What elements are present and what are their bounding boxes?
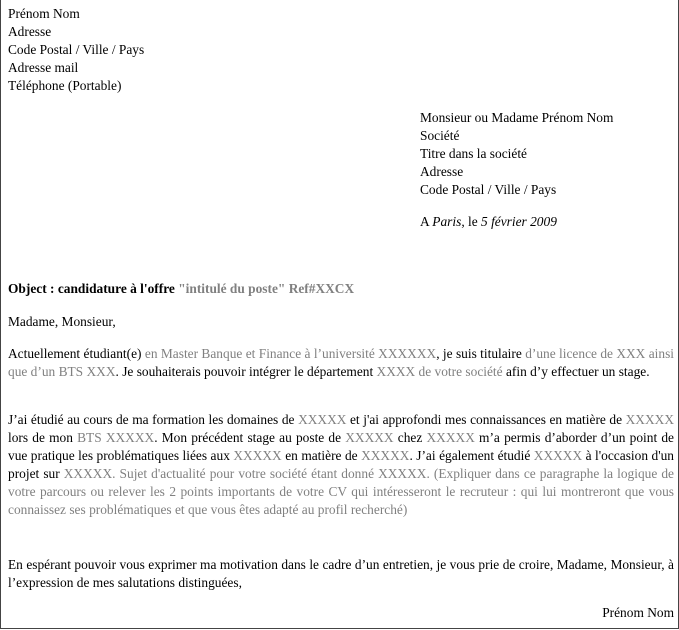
p2-placeholder: XXXXX [533, 448, 583, 463]
p2-placeholder: XXXXX [298, 412, 347, 427]
recipient-title: Titre dans la société [420, 146, 527, 161]
p1-placeholder: XXXX de votre société [376, 364, 503, 379]
sender-block [8, 5, 144, 95]
p2-text: chez [393, 430, 427, 445]
paragraph-background [8, 411, 674, 519]
recipient-company: Société [420, 128, 460, 143]
p2-text: et j'ai approfondi mes connaissances en matière de [346, 412, 626, 427]
p2-placeholder: XXXXX [426, 430, 475, 445]
p2-placeholder: XXXXX [233, 448, 282, 463]
p2-text: . J’ai également étudié [409, 448, 534, 463]
object-job: "intitulé du poste" Ref#XXCX [178, 281, 355, 296]
p1-text: , je suis titulaire [436, 346, 526, 361]
p2-placeholder: BTS XXXXX [77, 430, 155, 445]
p2-text: lors de mon [8, 430, 78, 445]
recipient-block [420, 109, 613, 199]
sender-email: Adresse mail [8, 60, 79, 75]
recipient-name: Monsieur ou Madame Prénom Nom [420, 110, 614, 125]
date-day: 5 février 2009 [481, 214, 557, 229]
p2-text: en matière de [281, 448, 362, 463]
p1-text: Actuellement étudiant(e) [8, 346, 145, 361]
p2-placeholder: XXXXX. Sujet d'actualité pour votre société étant donné XXXXX. (Expliquer dans ce paragraphe la logique de votre parcours ou relever les 2 points importants de votre CV qui intéresseront le recruteur : qui lui montreront que vous connaissez ses problématiques et que vous êtes adapté au profil recherché) [8, 466, 674, 517]
date-prefix: A [420, 214, 433, 229]
p2-placeholder: XXXXX [361, 448, 410, 463]
p1-text: afin d’y effectuer un stage. [502, 364, 650, 379]
p2-text: J’ai étudié au cours de ma formation les domaines de [8, 412, 299, 427]
recipient-address: Adresse [420, 164, 464, 179]
object-label: Object : candidature à l'offre [8, 281, 179, 296]
p1-text: . Je souhaiterais pouvoir intégrer le département [115, 364, 377, 379]
paragraph-intro [8, 345, 674, 381]
p1-placeholder: en Master Banque et Finance à l’université XXXXXX [144, 346, 437, 361]
sender-city: Code Postal / Ville / Pays [8, 42, 145, 57]
object-line [8, 280, 354, 298]
date-city: Paris [432, 214, 462, 229]
p2-placeholder: XXXXX [345, 430, 394, 445]
p2-text: m’a permis d’aborder d’un point de vue pratique les problématiques liées aux [8, 430, 675, 463]
sender-address: Adresse [8, 24, 52, 39]
sender-name: Prénom Nom [8, 6, 80, 21]
p1-placeholder: d’une licence de XXX ainsi que d’un BTS XXX [8, 346, 675, 379]
signature: Prénom Nom [602, 605, 674, 620]
paragraph-closing: En espérant pouvoir vous exprimer ma motivation dans le cadre d’un entretien, je vous prie de croire, Madame, Monsieur, à l’expression de mes salutations distinguées, [8, 557, 674, 590]
date-sep: , le [461, 214, 482, 229]
recipient-city: Code Postal / Ville / Pays [420, 182, 557, 197]
p2-text: à l'occasion d'un projet sur [8, 448, 674, 481]
p2-placeholder: XXXXX [625, 412, 674, 427]
p2-text: . Mon précédent stage au poste de [154, 430, 346, 445]
salutation: Madame, Monsieur, [8, 314, 116, 329]
date-line [420, 213, 557, 231]
sender-phone: Téléphone (Portable) [8, 78, 122, 93]
